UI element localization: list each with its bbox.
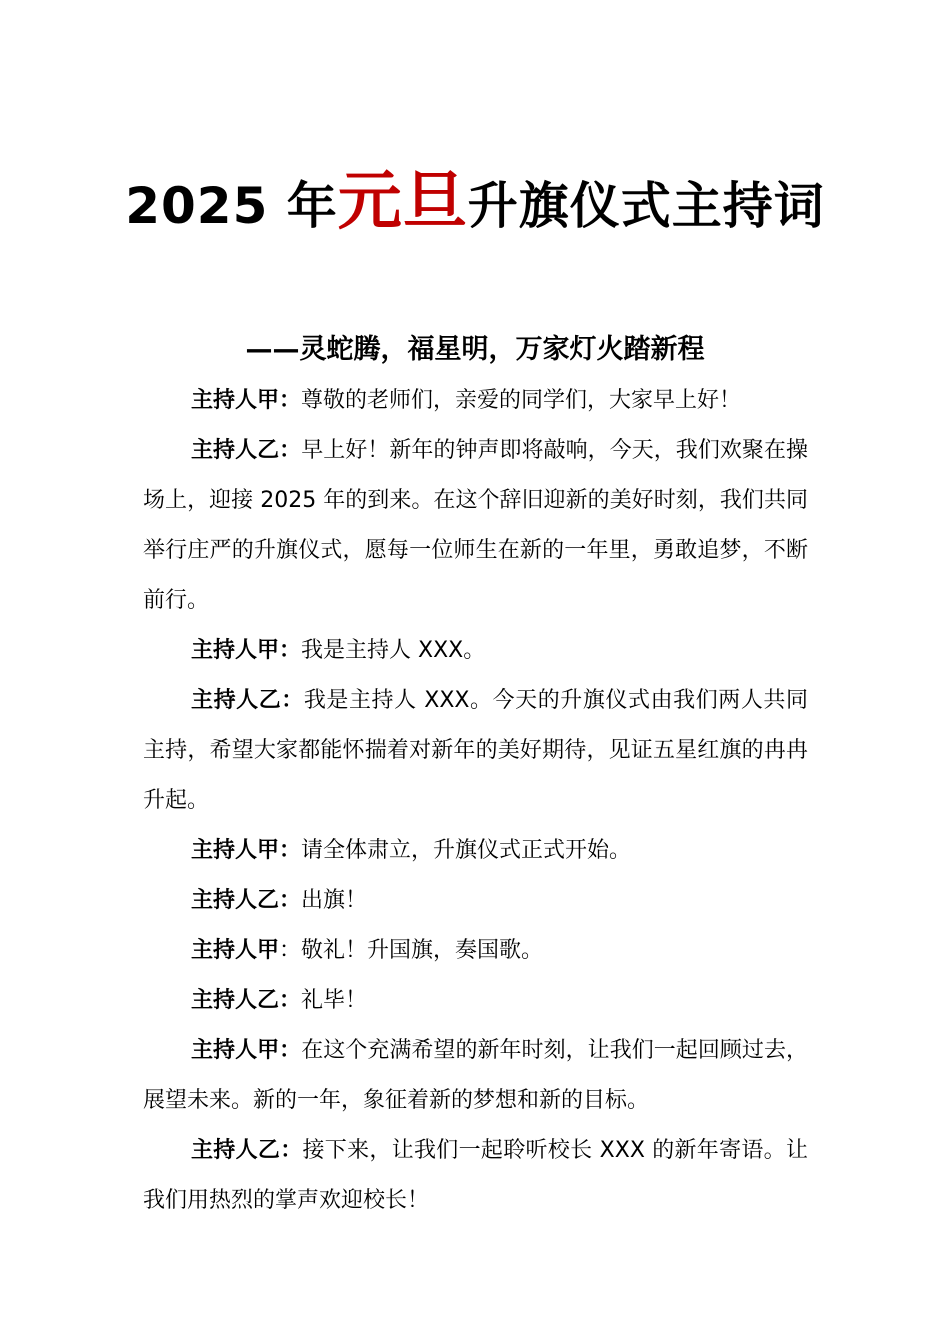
paragraph xyxy=(143,376,808,426)
paragraph-text: 在这个充满希望的新年时刻，让我们一起回顾过去，展望未来。新的一年，象征着新的梦想和新的目标。 xyxy=(143,1038,808,1113)
paragraph-text: 出旗！ xyxy=(301,888,368,913)
paragraph xyxy=(143,1126,808,1226)
speaker-label: 主持人甲： xyxy=(191,838,302,863)
paragraph xyxy=(143,926,808,976)
paragraph-text: 早上好！新年的钟声即将敲响，今天，我们欢聚在操场上，迎接 2025 年的到来。在这个辞旧迎新的美好时刻，我们共同举行庄严的升旗仪式，愿每一位师生在新的一年里，勇敢追梦，不断前行。 xyxy=(143,438,808,613)
paragraph xyxy=(143,976,808,1026)
paragraph-text: 接下来，让我们一起聆听校长 XXX 的新年寄语。让我们用热烈的掌声欢迎校长！ xyxy=(143,1138,808,1213)
document-body xyxy=(143,376,808,1226)
speaker-label: 主持人甲： xyxy=(191,388,302,413)
title-accent: 元旦 xyxy=(337,165,468,239)
paragraph xyxy=(143,826,808,876)
paragraph xyxy=(143,626,808,676)
speaker-label: 主持人甲： xyxy=(191,1038,302,1063)
speaker-label: 主持人乙： xyxy=(191,438,302,463)
paragraph xyxy=(143,1026,808,1126)
paragraph-text: ：敬礼！升国旗，奏国歌。 xyxy=(279,938,544,963)
paragraph-text: 礼毕！ xyxy=(301,988,368,1013)
title-prefix: 2025 年 xyxy=(125,177,338,235)
document-title xyxy=(120,160,830,248)
title-suffix: 升旗仪式主持词 xyxy=(467,177,825,235)
speaker-label: 主持人乙： xyxy=(191,988,302,1013)
speaker-label: 主持人乙： xyxy=(191,888,302,913)
speaker-label: 主持人乙： xyxy=(191,1138,303,1163)
paragraph-text: 我是主持人 XXX。今天的升旗仪式由我们两人共同主持，希望大家都能怀揣着对新年的美好期待，见证五星红旗的冉冉升起。 xyxy=(143,688,808,813)
paragraph-text: 请全体肃立，升旗仪式正式开始。 xyxy=(301,838,632,863)
speaker-label: 主持人甲 xyxy=(191,938,280,963)
speaker-label: 主持人甲： xyxy=(191,638,302,663)
paragraph xyxy=(143,426,808,626)
paragraph-text: 尊敬的老师们，亲爱的同学们，大家早上好！ xyxy=(301,388,742,413)
speaker-label: 主持人乙： xyxy=(191,688,304,713)
paragraph-text: 我是主持人 XXX。 xyxy=(301,638,486,663)
paragraph xyxy=(143,676,808,826)
paragraph xyxy=(143,876,808,926)
document-subtitle: ——灵蛇腾，福星明，万家灯火踏新程 xyxy=(245,334,705,365)
